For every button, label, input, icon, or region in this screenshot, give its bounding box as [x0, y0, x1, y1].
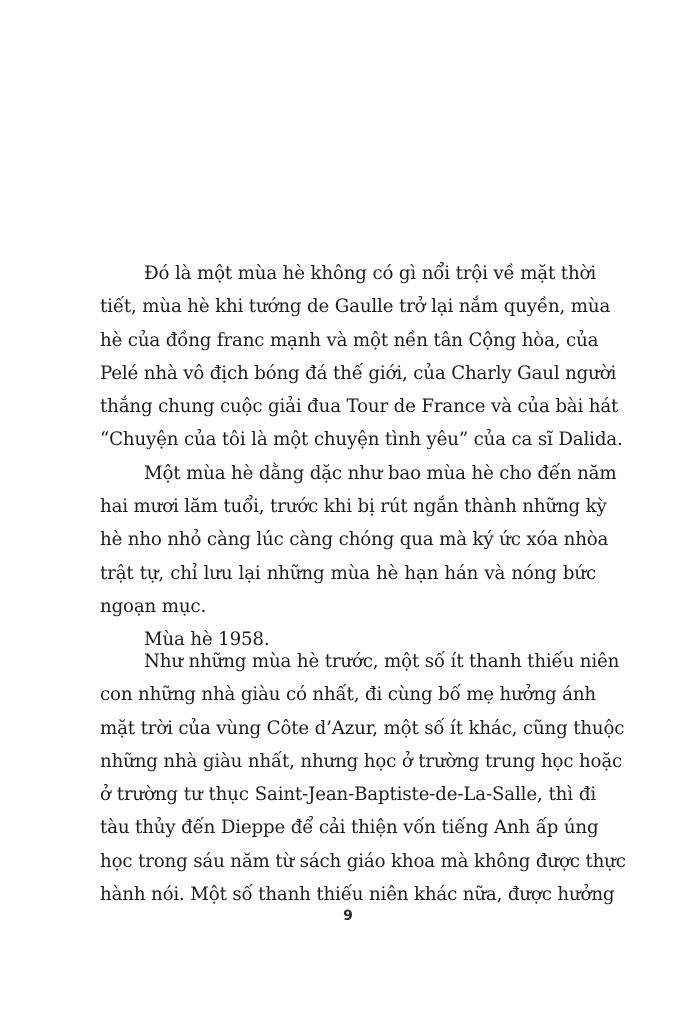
text-line: tàu thủy đến Dieppe để cải thiện vốn tiếng Anh ấp úng — [100, 817, 599, 839]
text-line: mặt trời của vùng Côte d’Azur, một số ít khác, cũng thuộc — [100, 717, 625, 739]
text-line: Đó là một mùa hè không có gì nổi trội về mặt thời — [144, 263, 596, 284]
text-line: học trong sáu năm từ sách giáo khoa mà không được thực — [100, 850, 626, 872]
text-line: Như những mùa hè trước, một số ít thanh thiếu niên — [144, 651, 620, 672]
text-line: hai mươi lăm tuổi, trước khi bị rút ngắn thành những kỳ — [100, 496, 607, 518]
text-line: tiết, mùa hè khi tướng de Gaulle trở lại nắm quyền, mùa — [100, 296, 611, 318]
text-line: trật tự, chỉ lưu lại những mùa hè hạn hán và nóng bức — [100, 562, 596, 584]
text-section-1 — [100, 257, 623, 657]
text-line: con những nhà giàu có nhất, đi cùng bố mẹ hưởng ánh — [100, 684, 596, 706]
text-line: thắng chung cuộc giải đua Tour de France và của bài hát — [100, 396, 619, 418]
text-line: ngoạn mục. — [100, 595, 207, 617]
text-line: Pelé nhà vô địch bóng đá thế giới, của Charly Gaul người — [100, 362, 617, 384]
text-line: “Chuyện của tôi là một chuyện tình yêu” của ca sĩ Dalida. — [100, 429, 623, 451]
text-line: hè của đồng franc mạnh và một nền tân Cộng hòa, của — [100, 329, 599, 351]
text-line: hè nho nhỏ càng lúc càng chóng qua mà ký ức xóa nhòa — [100, 529, 609, 551]
text-line: những nhà giàu nhất, nhưng học ở trường trung học hoặc — [100, 750, 623, 772]
page-number: 9 — [343, 908, 353, 924]
paragraph-4 — [100, 645, 626, 911]
text-line: Một mùa hè dằng dặc như bao mùa hè cho đến năm — [144, 462, 617, 484]
paragraph-2 — [100, 457, 617, 623]
text-line: Mùa hè 1958. — [144, 629, 270, 651]
text-section-2 — [100, 645, 626, 911]
paragraph-1 — [100, 257, 623, 457]
text-line: hành nói. Một số thanh thiếu niên khác nữa, được hưởng — [100, 884, 615, 906]
text-line: ở trường tư thục Saint-Jean-Baptiste-de-La-Salle, thì đi — [100, 784, 596, 806]
